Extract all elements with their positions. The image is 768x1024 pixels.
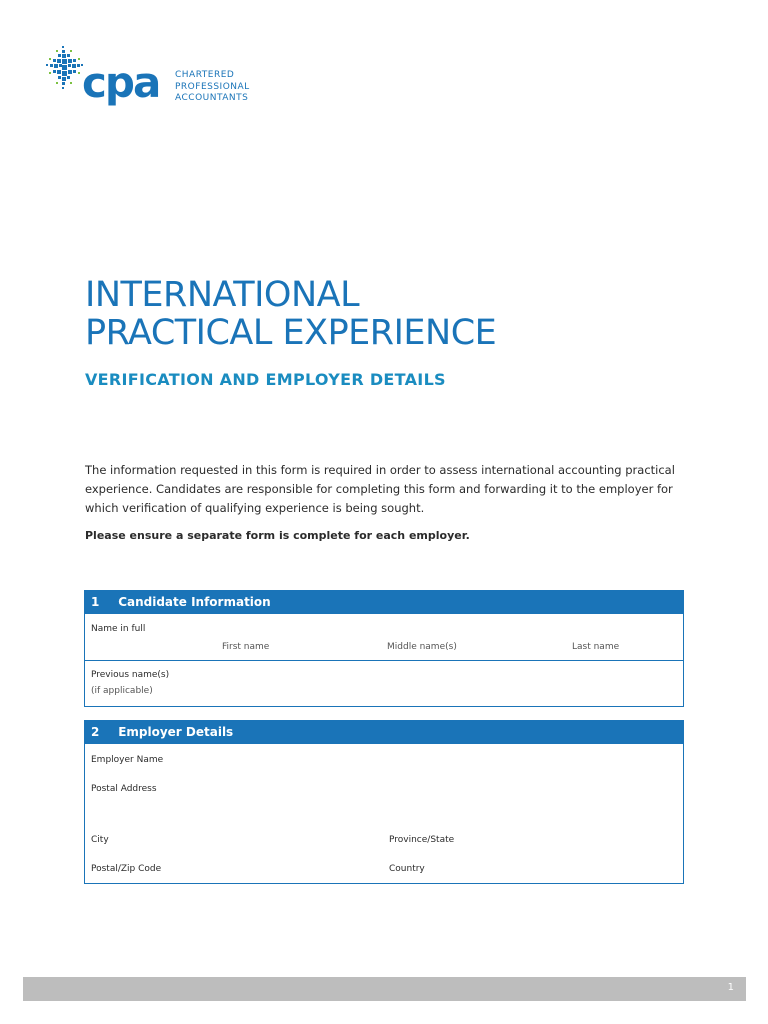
section-number: 1 <box>91 595 100 609</box>
name-in-full-label: Name in full <box>91 624 146 634</box>
previous-names-label: Previous name(s) <box>91 670 170 680</box>
logo-tagline-line: ACCOUNTANTS <box>175 93 249 103</box>
cpa-leaf-mark-icon <box>44 44 86 94</box>
candidate-information-section <box>84 590 684 707</box>
logo-tagline-line: PROFESSIONAL <box>175 81 250 92</box>
middle-name-label: Middle name(s) <box>387 642 457 652</box>
page-number: 1 <box>727 982 734 993</box>
page-footer <box>23 977 746 1001</box>
separate-form-note: Please ensure a separate form is complete for each employer. <box>85 529 470 542</box>
postal-zip-code-label: Postal/Zip Code <box>91 864 162 874</box>
employer-details-section <box>84 720 684 884</box>
cpa-logo <box>44 44 264 114</box>
country-label: Country <box>389 864 425 874</box>
previous-names-sublabel: (if applicable) <box>91 686 153 696</box>
city-label: City <box>91 835 109 845</box>
intro-paragraph: The information requested in this form is required in order to assess international accounting practical experience. Candidates are responsible for completing this form and forwarding it to the employer for which verification of qualifying experience is being sought. <box>85 463 675 515</box>
logo-wordmark: cpa <box>82 58 160 107</box>
logo-tagline-line: CHARTERED <box>175 70 235 80</box>
section-number: 2 <box>91 725 100 739</box>
logo-tagline <box>175 70 250 105</box>
page-title <box>85 276 496 352</box>
row-divider <box>85 660 683 661</box>
page-title-line: PRACTICAL EXPERIENCE <box>85 313 497 353</box>
section-title: Candidate Information <box>118 595 271 609</box>
province-state-label: Province/State <box>389 835 455 845</box>
postal-address-label: Postal Address <box>91 784 157 794</box>
employer-name-label: Employer Name <box>91 755 164 765</box>
page-title-line: INTERNATIONAL <box>85 275 360 315</box>
page-subtitle: VERIFICATION AND EMPLOYER DETAILS <box>85 370 446 389</box>
first-name-label: First name <box>222 642 270 652</box>
section-header <box>85 721 683 744</box>
section-header <box>85 591 683 614</box>
last-name-label: Last name <box>572 642 620 652</box>
section-title: Employer Details <box>118 725 234 739</box>
